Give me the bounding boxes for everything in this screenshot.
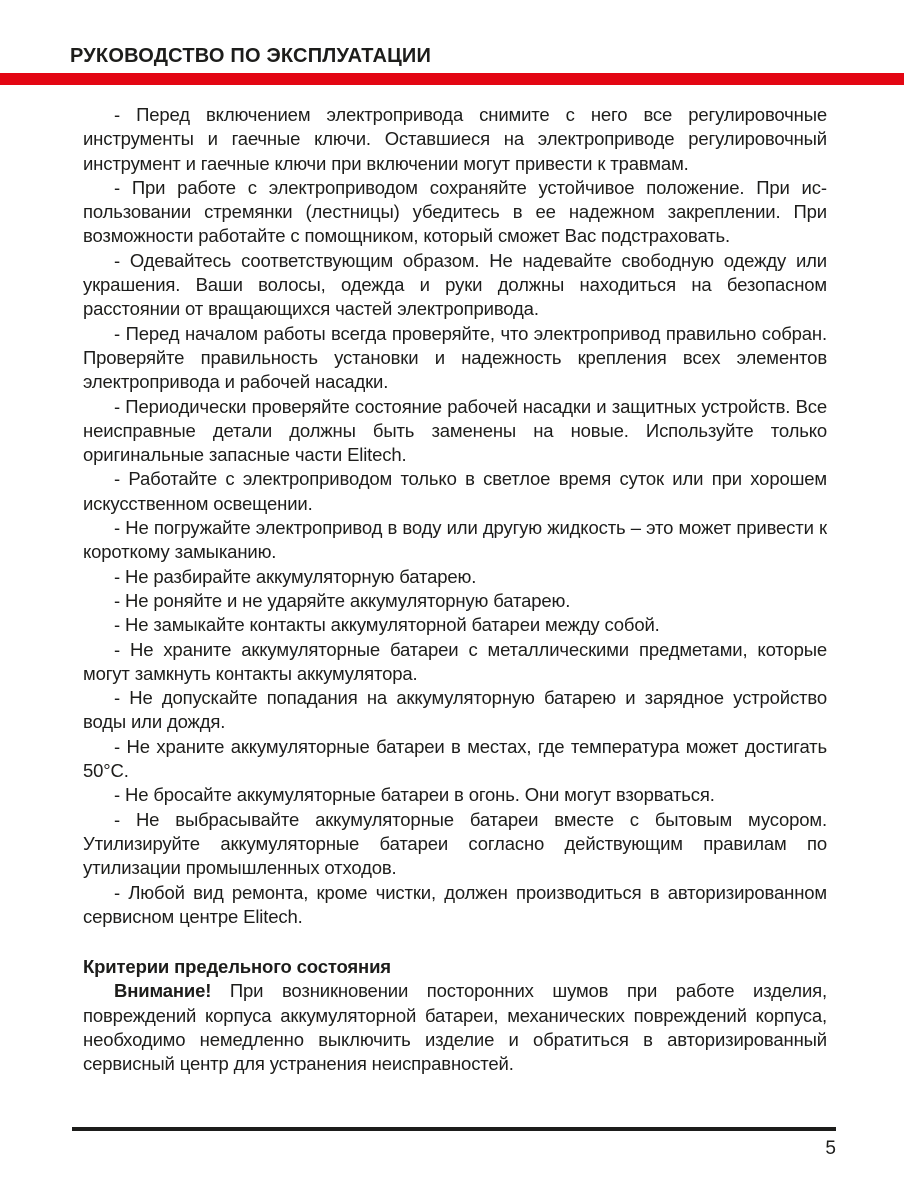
- body-paragraph: - Не храните аккумуляторные батареи с металлическими предметами, которые могут замкнуть контакты аккумулятора.: [83, 638, 827, 684]
- body-paragraph: - Не разбирайте аккумуляторную батарею.: [114, 565, 477, 587]
- page-title: РУКОВОДСТВО ПО ЭКСПЛУАТАЦИИ: [70, 45, 432, 67]
- body-paragraph: - Любой вид ремонта, кроме чистки, должен производиться в авторизированном сервисном центре Elitech.: [83, 881, 827, 927]
- body-paragraph: - Не храните аккумуляторные батареи в местах, где температура может достигать 50°С.: [83, 735, 827, 782]
- body-paragraph: - Не роняйте и не ударяйте аккумуляторную батарею.: [114, 589, 571, 611]
- page-number: 5: [825, 1138, 836, 1159]
- paragraph-list: [83, 103, 827, 929]
- body-paragraph: - Не замыкайте контакты аккумуляторной батареи между собой.: [114, 614, 660, 636]
- header-red-bar: [0, 73, 904, 85]
- body-paragraph: - Не допускайте попадания на аккумуляторную батарею и зарядное устройство воды или дождя.: [83, 687, 827, 733]
- attention-paragraph: [83, 979, 827, 1076]
- body-paragraph: - Перед началом работы всегда проверяйте, что электропривод правильно собран. Проверяйте правильность установки и надежность крепления всех элементов электропривода и рабочей насадки.: [83, 322, 827, 393]
- body-paragraph: - Не бросайте аккумуляторные батареи в огонь. Они могут взорваться.: [114, 784, 715, 806]
- body-paragraph: - Не погружайте электропривод в воду или другую жидкость – это может привести к короткому замыканию.: [83, 517, 827, 563]
- attention-label: Внимание!: [114, 980, 212, 1002]
- body-paragraph: - Периодически проверяйте состояние рабочей насадки и защитных устройств. Все неисправные детали должны быть заменены на новые. Используйте только оригинальные запасные части Elitech.: [83, 395, 827, 466]
- section-heading: Критерии предельного состояния: [83, 956, 391, 978]
- body-paragraph: - Одевайтесь соответствующим образом. Не надевайте свободную одежду или украшения. Ваши волосы, одежда и руки должны находиться на безопасном расстоянии от вращающихся частей электропривода.: [83, 249, 827, 320]
- body-paragraph: - Не выбрасывайте аккумуляторные батареи вместе с бытовым мусором. Утилизируйте аккумуляторные батареи согласно действующим правилам по утилизации промышленных отходов.: [83, 808, 827, 879]
- footer-rule: [72, 1127, 836, 1131]
- body-paragraph: - При работе с электроприводом сохраняйте устойчивое положение. При использовании стремянки (лестницы) убедитесь в ее надежном закреплении. При возможности работайте с помощником, который сможет Вас подстраховать.: [83, 176, 827, 247]
- body-text: [83, 103, 827, 1077]
- attention-text: При возникновении посторонних шумов при работе изделия, повреждений корпуса аккумуляторной батареи, механических повреждений корпуса, необходимо немедленно выключить изделие и обратиться в авторизированный сервисный центр для устранения неисправностей.: [83, 980, 827, 1075]
- body-paragraph: - Перед включением электропривода снимите с него все регулировочные инструменты и гаечные ключи. Оставшиеся на электроприводе регулировочный инструмент и гаечные ключи при включении могут привести к травмам.: [83, 104, 827, 174]
- body-paragraph: - Работайте с электроприводом только в светлое время суток или при хорошем искусственном освещении.: [83, 468, 827, 514]
